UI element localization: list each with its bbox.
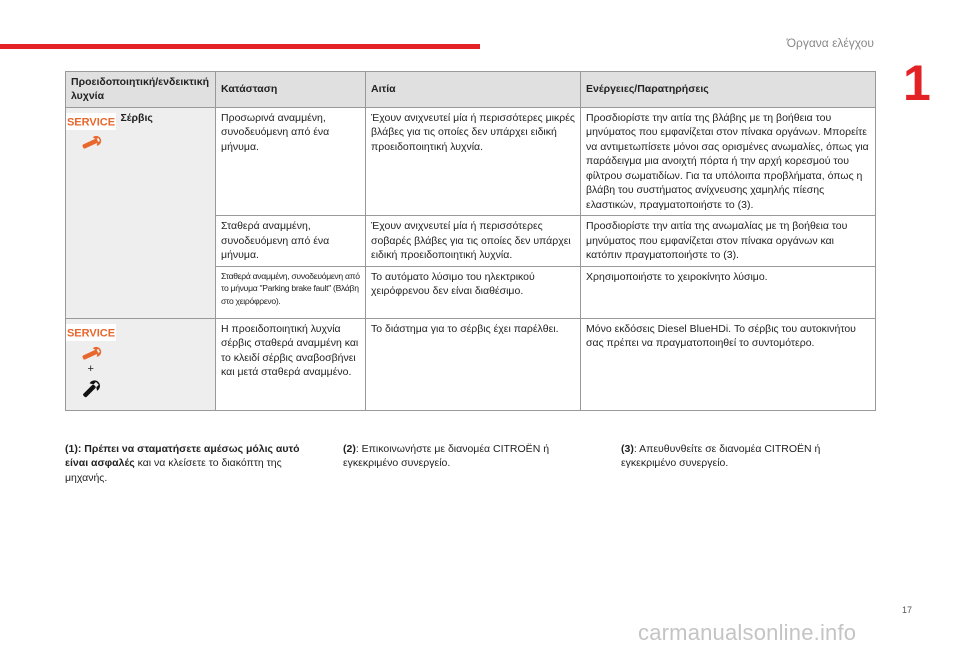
- column-header-cause: Αιτία: [366, 72, 581, 108]
- footnote-1-ref: (1): [65, 443, 78, 455]
- wrench-icon: [78, 345, 104, 363]
- state-cell: Σταθερά αναμμένη, συνοδευόμενη από ένα μήνυμα.: [216, 216, 366, 266]
- state-cell: Η προειδοποιητική λυχνία σέρβις σταθερά αναμμένη και το κλειδί σέρβις αναβοσβήνει και μετά σταθερά αναμμένο.: [216, 318, 366, 410]
- section-title: Όργανα ελέγχου: [786, 36, 874, 50]
- action-cell: Προσδιορίστε την αιτία της ανωμαλίας με τη βοήθεια του μηνύματος που εμφανίζεται στον πίνακα οργάνων και κατόπιν πραγματοποιήστε το (3).: [581, 216, 876, 266]
- svg-text:SERVICE: SERVICE: [66, 327, 116, 340]
- svg-text:SERVICE: SERVICE: [66, 116, 116, 129]
- state-cell: Προσωρινά αναμμένη, συνοδευόμενη από ένα μήνυμα.: [216, 107, 366, 215]
- column-header-action: Ενέργειες/Παρατηρήσεις: [581, 72, 876, 108]
- plus-sign: +: [87, 362, 94, 375]
- wrench-icon: [78, 134, 104, 152]
- table-row: [66, 107, 876, 215]
- page-number: 17: [902, 605, 913, 615]
- service-warning-icon-cell: [66, 107, 116, 318]
- cause-cell: Το διάστημα για το σέρβις έχει παρέλθει.: [366, 318, 581, 410]
- service-label: Σέρβις: [116, 107, 216, 318]
- state-cell: Σταθερά αναμμένη, συνοδευόμενη από το μήνυμα "Parking brake fault" (Βλάβη στο χειρόφρενο).: [216, 266, 366, 318]
- action-cell: Προσδιορίστε την αιτία της βλάβης με τη βοήθεια του μηνύματος που εμφανίζεται στον πίνακα οργάνων. Μπορείτε να αντιμετωπίσετε μόνοι σας ορισμένες ανωμαλίες, όπως για παράδειγμα μια ανοιχτή πόρτα ή την αρχή κορεσμού του φίλτρου σωματιδίων. Για τα υπόλοιπα προβλήματα, όπως η βλάβη του συστήματος ανίχνευσης χαμηλής πίεσης ελαστικών, πραγματοποιήστε το (3).: [581, 107, 876, 215]
- table-header-row: [66, 72, 876, 108]
- action-cell: Χρησιμοποιήστε το χειροκίνητο λύσιμο.: [581, 266, 876, 318]
- top-accent-bar: [0, 44, 480, 49]
- footnote-2: [343, 442, 583, 471]
- footnote-1: [65, 442, 320, 485]
- footnote-2-text: : Επικοινωνήστε με διανομέα CITROËN ή εγκεκριμένο συνεργείο.: [343, 443, 550, 470]
- column-header-state: Κατάσταση: [216, 72, 366, 108]
- footnote-3: [621, 442, 861, 471]
- footnote-1-text: και να κλείσετε το διακόπτη της μηχανής.: [65, 457, 282, 484]
- cause-cell: Έχουν ανιχνευτεί μία ή περισσότερες μικρές βλάβες για τις οποίες δεν υπάρχει ειδική προειδοποιητική λυχνία.: [366, 107, 581, 215]
- footnote-2-ref: (2): [343, 443, 356, 455]
- empty-name-cell: [116, 318, 216, 410]
- footnote-3-text: : Απευθυνθείτε σε διανομέα CITROËN ή εγκεκριμένο συνεργείο.: [621, 443, 821, 470]
- action-cell: Μόνο εκδόσεις Diesel BlueHDi. Το σέρβις του αυτοκινήτου σας πρέπει να πραγματοποιηθεί το συντομότερο.: [581, 318, 876, 410]
- service-key-wrench-icon: [78, 379, 104, 399]
- cause-cell: Το αυτόματο λύσιμο του ηλεκτρικού χειρόφρενου δεν είναι διαθέσιμο.: [366, 266, 581, 318]
- service-key-icon-cell: [66, 318, 116, 410]
- table-row: [66, 318, 876, 410]
- column-header-warning-light: Προειδοποιητική/ενδεικτική λυχνία: [66, 72, 216, 108]
- watermark: carmanualsonline.info: [638, 620, 857, 645]
- service-badge-icon: [66, 113, 116, 130]
- chapter-number: 1: [903, 55, 931, 111]
- footnote-1-bold: : Πρέπει να σταματήσετε αμέσως μόλις αυτό είναι ασφαλές: [65, 443, 300, 470]
- footnote-3-ref: (3): [621, 443, 634, 455]
- warning-lights-table: [65, 71, 876, 411]
- service-badge-icon: [66, 324, 116, 341]
- cause-cell: Έχουν ανιχνευτεί μία ή περισσότερες σοβαρές βλάβες για τις οποίες δεν υπάρχει ειδική προειδοποιητική λυχνία.: [366, 216, 581, 266]
